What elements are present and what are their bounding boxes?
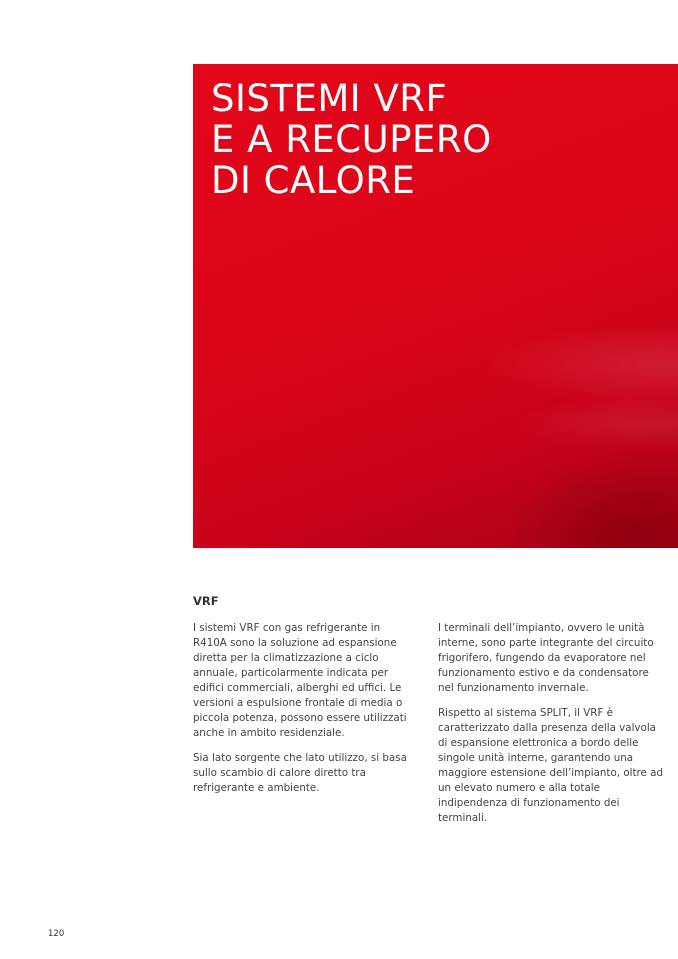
page-number: 120 — [48, 929, 65, 939]
paragraph-right-1: I terminali dell’impianto, ovvero le unità interne, sono parte integrante del circuito frigorifero, fungendo da evaporatore nel funzionamento estivo e da condensatore nel funzionamento invernale. — [438, 622, 654, 694]
paragraph-left-1: I sistemi VRF con gas refrigerante in R410A sono la soluzione ad espansione diretta per la climatizzazione a ciclo annuale, particolarmente indicata per edifici commerciali, alberghi ed uffici. Le versioni a espulsione frontale di media o piccola potenza, possono essere utilizzati anche in ambito residenziale. — [193, 622, 407, 739]
left-text-column — [193, 621, 408, 806]
paragraph-right-2: Rispetto al sistema SPLIT, il VRF è caratterizzato dalla presenza della valvola di espansione elettronica a bordo delle singole unità interne, garantendo una maggiore estensione dell’impianto, oltre ad un elevato numero e alla totale indipendenza di funzionamento dei terminali. — [438, 707, 663, 824]
title-line-3: DI CALORE — [211, 159, 416, 202]
paragraph-left-2: Sia lato sorgente che lato utilizzo, si basa sullo scambio di calore diretto tra refrigerante e ambiente. — [193, 752, 407, 794]
right-text-column — [438, 621, 663, 836]
title-line-2: E A RECUPERO — [211, 118, 492, 161]
hero-banner — [193, 64, 678, 548]
section-heading: VRF — [193, 594, 219, 608]
title-line-1: SISTEMI VRF — [211, 77, 448, 120]
page-title — [211, 78, 492, 201]
